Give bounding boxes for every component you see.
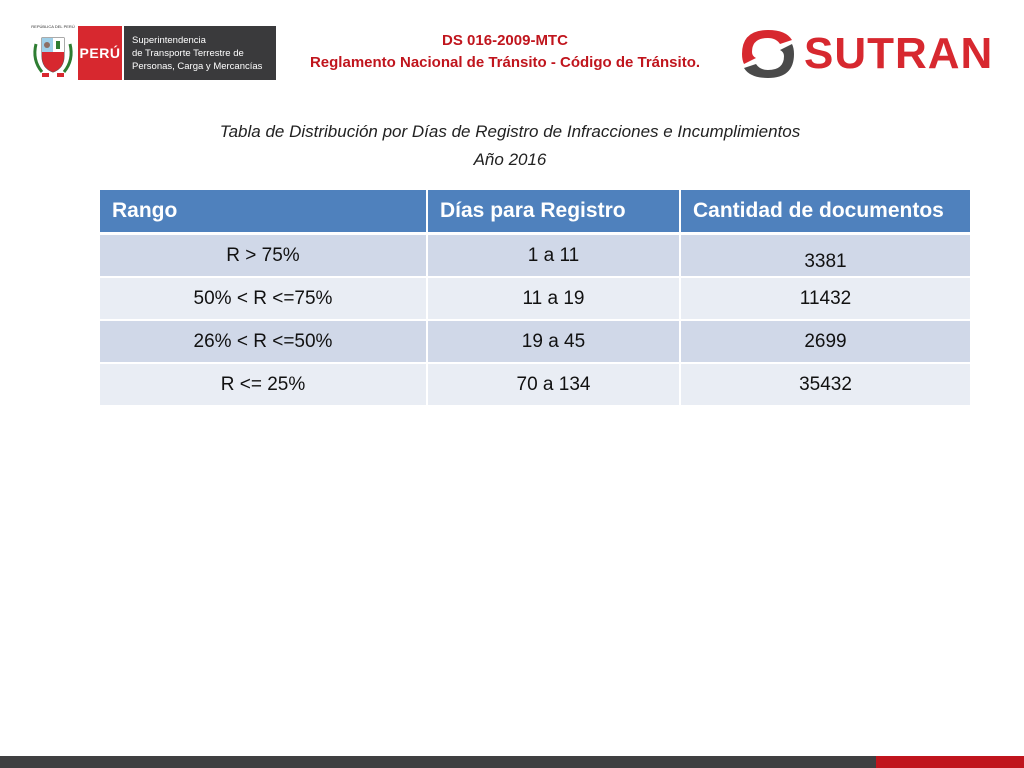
cell-cantidad-value: 3381: [804, 250, 847, 272]
table-caption: [110, 118, 910, 174]
cell-rango: 26% < R <=50%: [100, 320, 427, 363]
cell-cantidad: 11432: [680, 277, 970, 320]
decree-name: Reglamento Nacional de Tránsito - Código de Tránsito.: [309, 54, 701, 71]
table-row: [100, 320, 970, 363]
sutran-wordmark: SUTRAN: [804, 29, 994, 78]
table-row: [100, 234, 970, 278]
cell-dias: 11 a 19: [427, 277, 680, 320]
cell-cantidad: 2699: [680, 320, 970, 363]
table-header-row: [100, 190, 970, 234]
cell-rango: R <= 25%: [100, 363, 427, 406]
entity-line: de Transporte Terrestre de: [132, 47, 244, 59]
peru-label: PERÚ: [78, 26, 122, 80]
cell-dias: 1 a 11: [427, 234, 680, 278]
entity-name: [122, 26, 276, 80]
decree-heading: [270, 30, 740, 74]
entity-line: Superintendencia: [132, 34, 206, 46]
column-header-cantidad: Cantidad de documentos: [680, 190, 970, 234]
cell-rango: R > 75%: [100, 234, 427, 278]
column-header-rango: Rango: [100, 190, 427, 234]
cell-dias: 19 a 45: [427, 320, 680, 363]
cell-rango: 50% < R <=75%: [100, 277, 427, 320]
entity-line: Personas, Carga y Mercancías: [132, 60, 263, 72]
distribution-table: [100, 190, 970, 407]
table-row: [100, 277, 970, 320]
sutran-logo: [736, 26, 996, 82]
cell-cantidad: [680, 234, 970, 278]
footer-dark-segment: [0, 756, 876, 768]
cell-cantidad: 35432: [680, 363, 970, 406]
coat-of-arms-icon: [28, 26, 78, 80]
column-header-dias: Días para Registro: [427, 190, 680, 234]
sutran-swirl-icon: [736, 26, 800, 82]
caption-year: Año 2016: [473, 150, 547, 169]
footer-bar: [0, 756, 1024, 768]
caption-title: Tabla de Distribución por Días de Registro de Infracciones e Incumplimientos: [219, 122, 801, 141]
peru-government-logo: [28, 26, 276, 80]
table-row: [100, 363, 970, 406]
decree-code: DS 016-2009-MTC: [442, 32, 568, 49]
coat-of-arms-caption: REPÚBLICA DEL PERÚ: [31, 24, 75, 29]
cell-dias: 70 a 134: [427, 363, 680, 406]
footer-red-segment: [876, 756, 1024, 768]
